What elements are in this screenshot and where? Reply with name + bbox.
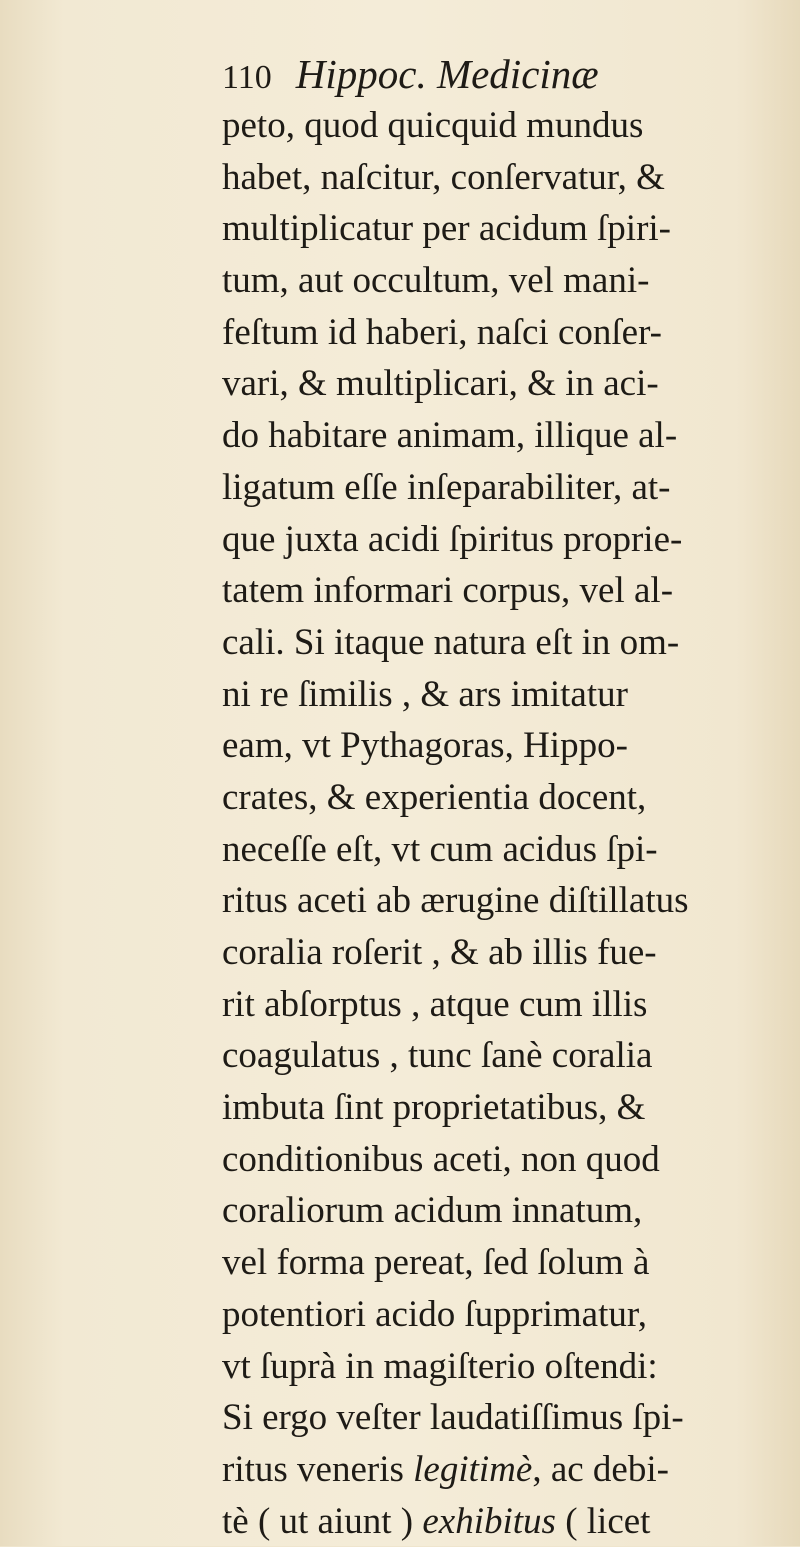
line-text: coralia roſerit , & ab illis fue- <box>222 932 657 973</box>
line-text: conditionibus aceti, non quod <box>222 1138 660 1180</box>
line-text: ligatum eſſe inſeparabiliter, at- <box>222 466 671 508</box>
italic-text: legitimè <box>413 1448 533 1490</box>
line-text: eam, vt Pythagoras, Hippo- <box>222 725 628 767</box>
line-text: vel forma pereat, ſed ſolum à <box>222 1242 650 1284</box>
text-line <box>222 203 782 255</box>
line-text: multiplicatur per acidum ſpiri- <box>222 208 672 250</box>
line-text: neceſſe eſt, vt cum acidus ſpi- <box>222 828 658 870</box>
line-text: ni re ſimilis , & ars imitatur <box>222 673 628 715</box>
text-line <box>222 1496 782 1547</box>
text-line <box>222 1444 782 1496</box>
line-text: ( licet <box>555 1500 651 1542</box>
text-line <box>222 307 782 359</box>
line-text: feſtum id haberi, naſci conſer- <box>222 311 662 353</box>
line-text: ritus veneris <box>222 1448 414 1490</box>
text-line <box>222 410 782 462</box>
line-text: rit abſorptus , atque cum illis <box>222 983 648 1025</box>
text-line <box>222 1082 782 1134</box>
line-text: do habitare animam, illique al- <box>222 415 678 457</box>
line-text: coagulatus , tunc ſanè coralia <box>222 1035 653 1077</box>
line-text: tè ( ut aiunt ) <box>222 1500 423 1542</box>
italic-text: exhibitus <box>422 1500 556 1542</box>
text-line <box>222 358 782 410</box>
page-number: 110 <box>222 59 272 96</box>
page-header <box>222 50 599 106</box>
text-line <box>222 1030 782 1082</box>
text-line <box>222 824 782 876</box>
line-text: ritus aceti ab ærugine diſtillatus <box>222 880 689 922</box>
line-text: , ac debi- <box>532 1448 669 1490</box>
running-title: Hippoc. Medicinæ <box>295 51 599 97</box>
text-line <box>222 1341 782 1393</box>
line-text: cali. Si itaque natura eſt in om- <box>222 621 680 663</box>
text-line <box>222 1134 782 1186</box>
text-line <box>222 979 782 1031</box>
text-line <box>222 1289 782 1341</box>
text-line <box>222 152 782 204</box>
text-line <box>222 462 782 514</box>
line-text: que juxta acidi ſpiritus proprie- <box>222 518 683 560</box>
text-line <box>222 927 782 979</box>
line-text: peto, quod quicquid mundus <box>222 105 644 146</box>
line-text: habet, naſcitur, conſervatur, & <box>222 156 665 198</box>
body-text <box>222 100 782 1547</box>
text-line <box>222 669 782 721</box>
line-text: vari, & multiplicari, & in aci- <box>222 363 659 405</box>
line-text: coraliorum acidum innatum, <box>222 1190 643 1232</box>
text-line <box>222 875 782 927</box>
line-text: tum, aut occultum, vel mani- <box>222 260 650 302</box>
text-line <box>222 514 782 566</box>
text-line <box>222 1237 782 1289</box>
text-line <box>222 1185 782 1237</box>
line-text: potentiori acido ſupprimatur, <box>222 1293 647 1335</box>
text-line <box>222 100 782 152</box>
text-line <box>222 720 782 772</box>
line-text: tatem informari corpus, vel al- <box>222 570 674 612</box>
line-text: vt ſuprà in magiſterio oſtendi: <box>222 1345 658 1387</box>
text-line <box>222 772 782 824</box>
line-text: crates, & experientia docent, <box>222 776 647 818</box>
text-line <box>222 255 782 307</box>
text-line <box>222 1392 782 1444</box>
text-line <box>222 565 782 617</box>
line-text: imbuta ſint proprietatibus, & <box>222 1087 646 1129</box>
line-text: Si ergo veſter laudatiſſimus ſpi- <box>222 1397 684 1439</box>
text-line <box>222 617 782 669</box>
